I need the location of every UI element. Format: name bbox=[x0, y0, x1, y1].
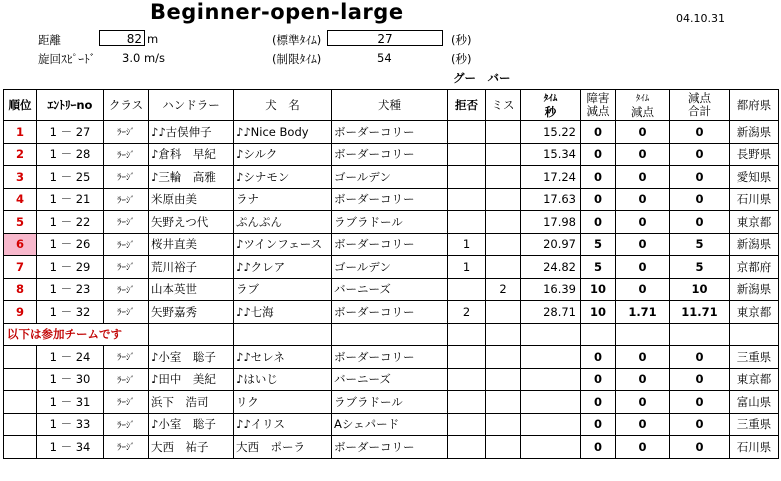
header-time-penalty-line1: ﾀｲﾑ bbox=[635, 94, 650, 104]
refusal-cell bbox=[448, 166, 486, 189]
table-header-row bbox=[4, 90, 779, 121]
speed-value: 3.0 m/s bbox=[122, 51, 166, 65]
rank-cell bbox=[4, 436, 37, 459]
time-penalty-cell: 0 bbox=[616, 121, 670, 144]
page-title: Beginner-open-large bbox=[150, 0, 404, 24]
total-penalty-cell: 0 bbox=[670, 166, 730, 189]
entry-cell: 1 － 25 bbox=[37, 166, 104, 189]
refusal-cell bbox=[448, 391, 486, 414]
table-row bbox=[4, 233, 779, 256]
time-penalty-cell: 0 bbox=[616, 368, 670, 391]
miss-cell bbox=[486, 413, 521, 436]
class-cell: ﾗｰｼﾞ bbox=[104, 301, 149, 324]
miss-cell bbox=[486, 346, 521, 369]
handler-cell: 荒川裕子 bbox=[149, 256, 234, 279]
time-cell bbox=[521, 436, 581, 459]
pref-cell: 東京都 bbox=[730, 301, 779, 324]
time-cell: 15.34 bbox=[521, 143, 581, 166]
obstacle-penalty-cell: 10 bbox=[581, 301, 616, 324]
table-row bbox=[4, 256, 779, 279]
rank-cell bbox=[4, 413, 37, 436]
obstacle-penalty-cell: 0 bbox=[581, 143, 616, 166]
dog-cell: ♪♪セレネ bbox=[234, 346, 332, 369]
obstacle-penalty-cell: 0 bbox=[581, 166, 616, 189]
team-row bbox=[4, 391, 779, 414]
breed-cell: ラブラドール bbox=[332, 391, 448, 414]
speed-label: 旋回ｽﾋﾟｰﾄﾞ bbox=[38, 52, 96, 66]
entry-cell: 1 － 27 bbox=[37, 121, 104, 144]
empty-cell bbox=[234, 323, 332, 346]
rank-cell: 4 bbox=[4, 188, 37, 211]
pref-cell: 三重県 bbox=[730, 346, 779, 369]
team-row bbox=[4, 346, 779, 369]
refusal-cell bbox=[448, 121, 486, 144]
std-time-label: (標準ﾀｲﾑ) bbox=[272, 33, 322, 47]
header-total-line2: 合計 bbox=[688, 104, 711, 118]
header-rank: 順位 bbox=[4, 90, 37, 121]
time-cell: 28.71 bbox=[521, 301, 581, 324]
breed-cell: ボーダーコリー bbox=[332, 188, 448, 211]
handler-cell: 矢野嘉秀 bbox=[149, 301, 234, 324]
pref-cell: 三重県 bbox=[730, 413, 779, 436]
rank-cell: 7 bbox=[4, 256, 37, 279]
note-row bbox=[4, 323, 779, 346]
total-penalty-cell: 0 bbox=[670, 143, 730, 166]
miss-cell bbox=[486, 121, 521, 144]
dog-cell: ♪シナモン bbox=[234, 166, 332, 189]
handler-cell: ♪小室 聡子 bbox=[149, 346, 234, 369]
class-cell: ﾗｰｼﾞ bbox=[104, 256, 149, 279]
handler-cell: 大西 祐子 bbox=[149, 436, 234, 459]
limit-time-value: 54 bbox=[377, 51, 392, 65]
time-cell bbox=[521, 346, 581, 369]
rank-cell bbox=[4, 391, 37, 414]
miss-cell bbox=[486, 391, 521, 414]
header-obstacle bbox=[581, 90, 616, 121]
handler-cell: 浜下 浩司 bbox=[149, 391, 234, 414]
class-cell: ﾗｰｼﾞ bbox=[104, 346, 149, 369]
time-penalty-cell: 0 bbox=[616, 256, 670, 279]
time-penalty-cell: 0 bbox=[616, 413, 670, 436]
time-cell bbox=[521, 413, 581, 436]
total-penalty-cell: 0 bbox=[670, 368, 730, 391]
obstacle-penalty-cell: 0 bbox=[581, 346, 616, 369]
total-penalty-cell: 5 bbox=[670, 233, 730, 256]
time-cell: 17.24 bbox=[521, 166, 581, 189]
obstacle-penalty-cell: 5 bbox=[581, 256, 616, 279]
entry-cell: 1 － 31 bbox=[37, 391, 104, 414]
rank-cell bbox=[4, 368, 37, 391]
miss-cell bbox=[486, 233, 521, 256]
team-row bbox=[4, 413, 779, 436]
pref-cell: 愛知県 bbox=[730, 166, 779, 189]
entry-cell: 1 － 29 bbox=[37, 256, 104, 279]
dog-cell: 大西 ポーラ bbox=[234, 436, 332, 459]
entry-cell: 1 － 22 bbox=[37, 211, 104, 234]
miss-cell bbox=[486, 188, 521, 211]
distance-label: 距離 bbox=[38, 33, 61, 47]
empty-cell bbox=[670, 323, 730, 346]
handler-cell: 山本英世 bbox=[149, 278, 234, 301]
group-label: グー バー bbox=[453, 71, 511, 85]
class-cell: ﾗｰｼﾞ bbox=[104, 278, 149, 301]
entry-cell: 1 － 32 bbox=[37, 301, 104, 324]
header-miss: ミス bbox=[486, 90, 521, 121]
header-pref: 都府県 bbox=[730, 90, 779, 121]
table-row bbox=[4, 211, 779, 234]
dog-cell: ぷんぷん bbox=[234, 211, 332, 234]
header-time bbox=[521, 90, 581, 121]
handler-cell: ♪♪古俣伸子 bbox=[149, 121, 234, 144]
total-penalty-cell: 11.71 bbox=[670, 301, 730, 324]
total-penalty-cell: 0 bbox=[670, 436, 730, 459]
breed-cell: ボーダーコリー bbox=[332, 143, 448, 166]
total-penalty-cell: 0 bbox=[670, 413, 730, 436]
rank-cell: 8 bbox=[4, 278, 37, 301]
total-penalty-cell: 0 bbox=[670, 346, 730, 369]
table-row bbox=[4, 121, 779, 144]
header-entry: ｴﾝﾄﾘｰno bbox=[37, 90, 104, 121]
obstacle-penalty-cell: 0 bbox=[581, 413, 616, 436]
limit-time-label: (制限ﾀｲﾑ) bbox=[272, 52, 322, 66]
handler-cell: 米原由美 bbox=[149, 188, 234, 211]
miss-cell bbox=[486, 256, 521, 279]
dog-cell: ♪はいじ bbox=[234, 368, 332, 391]
time-penalty-cell: 0 bbox=[616, 391, 670, 414]
entry-cell: 1 － 28 bbox=[37, 143, 104, 166]
refusal-cell bbox=[448, 413, 486, 436]
handler-cell: ♪三輪 高雅 bbox=[149, 166, 234, 189]
miss-cell bbox=[486, 436, 521, 459]
total-penalty-cell: 0 bbox=[670, 211, 730, 234]
entry-cell: 1 － 21 bbox=[37, 188, 104, 211]
refusal-cell: 1 bbox=[448, 256, 486, 279]
handler-cell: ♪倉科 早紀 bbox=[149, 143, 234, 166]
header-total bbox=[670, 90, 730, 121]
team-row bbox=[4, 368, 779, 391]
refusal-cell bbox=[448, 211, 486, 234]
empty-cell bbox=[486, 323, 521, 346]
table-row bbox=[4, 188, 779, 211]
time-penalty-cell: 0 bbox=[616, 278, 670, 301]
header-dog: 犬 名 bbox=[234, 90, 332, 121]
empty-cell bbox=[616, 323, 670, 346]
pref-cell: 東京都 bbox=[730, 211, 779, 234]
class-cell: ﾗｰｼﾞ bbox=[104, 233, 149, 256]
time-cell: 17.63 bbox=[521, 188, 581, 211]
time-cell: 24.82 bbox=[521, 256, 581, 279]
class-cell: ﾗｰｼﾞ bbox=[104, 211, 149, 234]
entry-cell: 1 － 23 bbox=[37, 278, 104, 301]
table-row bbox=[4, 166, 779, 189]
header-time-line2: 秒 bbox=[544, 105, 557, 119]
pref-cell: 京都府 bbox=[730, 256, 779, 279]
time-penalty-cell: 0 bbox=[616, 188, 670, 211]
miss-cell bbox=[486, 166, 521, 189]
dog-cell: ラブ bbox=[234, 278, 332, 301]
obstacle-penalty-cell: 0 bbox=[581, 391, 616, 414]
empty-cell bbox=[730, 323, 779, 346]
time-penalty-cell: 0 bbox=[616, 436, 670, 459]
class-cell: ﾗｰｼﾞ bbox=[104, 391, 149, 414]
empty-cell bbox=[149, 323, 234, 346]
pref-cell: 富山県 bbox=[730, 391, 779, 414]
distance-value: 82 bbox=[99, 30, 145, 46]
refusal-cell bbox=[448, 368, 486, 391]
header-time-penalty-line2: 減点 bbox=[631, 105, 654, 119]
breed-cell: ボーダーコリー bbox=[332, 301, 448, 324]
empty-cell bbox=[448, 323, 486, 346]
breed-cell: Aシェパード bbox=[332, 413, 448, 436]
breed-cell: バーニーズ bbox=[332, 368, 448, 391]
class-cell: ﾗｰｼﾞ bbox=[104, 121, 149, 144]
obstacle-penalty-cell: 0 bbox=[581, 188, 616, 211]
entry-cell: 1 － 30 bbox=[37, 368, 104, 391]
entry-cell: 1 － 24 bbox=[37, 346, 104, 369]
rank-cell: 9 bbox=[4, 301, 37, 324]
pref-cell: 石川県 bbox=[730, 436, 779, 459]
dog-cell: ♪♪イリス bbox=[234, 413, 332, 436]
breed-cell: ボーダーコリー bbox=[332, 436, 448, 459]
header-time-line1: ﾀｲﾑ bbox=[543, 94, 558, 104]
refusal-cell: 2 bbox=[448, 301, 486, 324]
entry-cell: 1 － 34 bbox=[37, 436, 104, 459]
refusal-cell: 1 bbox=[448, 233, 486, 256]
pref-cell: 新潟県 bbox=[730, 121, 779, 144]
pref-cell: 東京都 bbox=[730, 368, 779, 391]
rank-cell: 6 bbox=[4, 233, 37, 256]
team-row bbox=[4, 436, 779, 459]
class-cell: ﾗｰｼﾞ bbox=[104, 166, 149, 189]
obstacle-penalty-cell: 0 bbox=[581, 368, 616, 391]
limit-time-unit: (秒) bbox=[451, 52, 472, 66]
header-obstacle-line2: 減点 bbox=[586, 104, 610, 118]
total-penalty-cell: 10 bbox=[670, 278, 730, 301]
breed-cell: ラブラドール bbox=[332, 211, 448, 234]
header-obstacle-line1: 障害 bbox=[586, 91, 610, 105]
refusal-cell bbox=[448, 188, 486, 211]
obstacle-penalty-cell: 0 bbox=[581, 121, 616, 144]
std-time-value: 27 bbox=[327, 30, 443, 46]
time-cell bbox=[521, 391, 581, 414]
breed-cell: ボーダーコリー bbox=[332, 233, 448, 256]
pref-cell: 長野県 bbox=[730, 143, 779, 166]
refusal-cell bbox=[448, 278, 486, 301]
breed-cell: バーニーズ bbox=[332, 278, 448, 301]
empty-cell bbox=[581, 323, 616, 346]
team-note: 以下は参加チームです bbox=[4, 323, 149, 346]
dog-cell: リク bbox=[234, 391, 332, 414]
miss-cell bbox=[486, 368, 521, 391]
class-cell: ﾗｰｼﾞ bbox=[104, 188, 149, 211]
obstacle-penalty-cell: 0 bbox=[581, 436, 616, 459]
breed-cell: ゴールデン bbox=[332, 256, 448, 279]
header-breed: 犬種 bbox=[332, 90, 448, 121]
time-penalty-cell: 0 bbox=[616, 166, 670, 189]
table-row bbox=[4, 278, 779, 301]
time-cell: 15.22 bbox=[521, 121, 581, 144]
rank-cell: 1 bbox=[4, 121, 37, 144]
total-penalty-cell: 0 bbox=[670, 121, 730, 144]
pref-cell: 新潟県 bbox=[730, 278, 779, 301]
table-row bbox=[4, 301, 779, 324]
distance-unit: m bbox=[147, 32, 159, 46]
breed-cell: ボーダーコリー bbox=[332, 121, 448, 144]
class-cell: ﾗｰｼﾞ bbox=[104, 436, 149, 459]
pref-cell: 新潟県 bbox=[730, 233, 779, 256]
pref-cell: 石川県 bbox=[730, 188, 779, 211]
obstacle-penalty-cell: 5 bbox=[581, 233, 616, 256]
breed-cell: ボーダーコリー bbox=[332, 346, 448, 369]
handler-cell: 矢野えつ代 bbox=[149, 211, 234, 234]
empty-cell bbox=[332, 323, 448, 346]
class-cell: ﾗｰｼﾞ bbox=[104, 143, 149, 166]
dog-cell: ♪ツインフェース bbox=[234, 233, 332, 256]
miss-cell bbox=[486, 301, 521, 324]
header-time-penalty bbox=[616, 90, 670, 121]
time-penalty-cell: 0 bbox=[616, 143, 670, 166]
time-penalty-cell: 0 bbox=[616, 233, 670, 256]
total-penalty-cell: 0 bbox=[670, 391, 730, 414]
entry-cell: 1 － 33 bbox=[37, 413, 104, 436]
dog-cell: ♪♪Nice Body bbox=[234, 121, 332, 144]
class-cell: ﾗｰｼﾞ bbox=[104, 413, 149, 436]
obstacle-penalty-cell: 0 bbox=[581, 211, 616, 234]
header-total-line1: 減点 bbox=[688, 91, 711, 105]
time-penalty-cell: 0 bbox=[616, 211, 670, 234]
std-time-unit: (秒) bbox=[451, 33, 472, 47]
time-penalty-cell: 1.71 bbox=[616, 301, 670, 324]
rank-cell: 5 bbox=[4, 211, 37, 234]
rank-cell: 3 bbox=[4, 166, 37, 189]
miss-cell bbox=[486, 143, 521, 166]
time-cell: 16.39 bbox=[521, 278, 581, 301]
total-penalty-cell: 0 bbox=[670, 188, 730, 211]
time-cell bbox=[521, 368, 581, 391]
table-row bbox=[4, 143, 779, 166]
dog-cell: ♪シルク bbox=[234, 143, 332, 166]
dog-cell: ♪♪クレア bbox=[234, 256, 332, 279]
empty-cell bbox=[521, 323, 581, 346]
handler-cell: ♪小室 聡子 bbox=[149, 413, 234, 436]
header-handler: ハンドラー bbox=[149, 90, 234, 121]
refusal-cell bbox=[448, 436, 486, 459]
refusal-cell bbox=[448, 143, 486, 166]
entry-cell: 1 － 26 bbox=[37, 233, 104, 256]
event-date: 04.10.31 bbox=[676, 12, 725, 25]
breed-cell: ゴールデン bbox=[332, 166, 448, 189]
time-penalty-cell: 0 bbox=[616, 346, 670, 369]
handler-cell: ♪田中 美紀 bbox=[149, 368, 234, 391]
dog-cell: ラナ bbox=[234, 188, 332, 211]
miss-cell bbox=[486, 211, 521, 234]
time-cell: 20.97 bbox=[521, 233, 581, 256]
total-penalty-cell: 5 bbox=[670, 256, 730, 279]
rank-cell: 2 bbox=[4, 143, 37, 166]
class-cell: ﾗｰｼﾞ bbox=[104, 368, 149, 391]
handler-cell: 桜井直美 bbox=[149, 233, 234, 256]
header-refusal: 拒否 bbox=[448, 90, 486, 121]
time-cell: 17.98 bbox=[521, 211, 581, 234]
dog-cell: ♪♪七海 bbox=[234, 301, 332, 324]
obstacle-penalty-cell: 10 bbox=[581, 278, 616, 301]
refusal-cell bbox=[448, 346, 486, 369]
results-table bbox=[3, 89, 779, 459]
miss-cell: 2 bbox=[486, 278, 521, 301]
header-class: クラス bbox=[104, 90, 149, 121]
rank-cell bbox=[4, 346, 37, 369]
